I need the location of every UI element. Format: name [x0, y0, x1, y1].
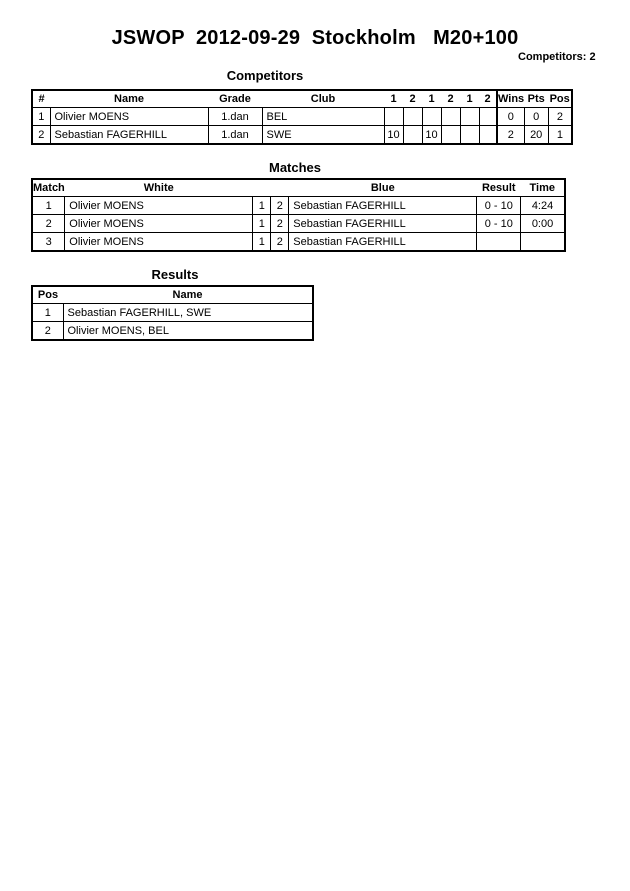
cell-white: Olivier MOENS	[65, 197, 253, 215]
cell-name: Sebastian FAGERHILL	[50, 126, 208, 145]
cell-time: 0:00	[521, 215, 565, 233]
cell-club: SWE	[262, 126, 384, 145]
cell-pts: 0	[524, 108, 548, 126]
col-header-blue: Blue	[289, 179, 477, 197]
cell-wins: 0	[497, 108, 524, 126]
col-header-num: #	[32, 90, 50, 108]
col-header-round: 1	[384, 90, 403, 108]
cell-round	[479, 126, 497, 145]
cell-blue-num: 2	[271, 233, 289, 252]
cell-num: 2	[32, 126, 50, 145]
competitors-header-row	[32, 90, 572, 108]
col-header-blue-num	[271, 179, 289, 197]
cell-match: 2	[32, 215, 65, 233]
competitors-count: Competitors: 2	[518, 51, 596, 63]
cell-result	[477, 233, 521, 252]
cell-match: 1	[32, 197, 65, 215]
table-row	[32, 197, 565, 215]
cell-pos: 2	[32, 322, 63, 341]
col-header-pos: Pos	[32, 286, 63, 304]
col-header-round: 2	[441, 90, 460, 108]
table-row	[32, 233, 565, 252]
competitors-table	[31, 89, 573, 145]
cell-grade: 1.dan	[208, 108, 262, 126]
cell-time: 4:24	[521, 197, 565, 215]
cell-result: 0 - 10	[477, 215, 521, 233]
table-row	[32, 108, 572, 126]
cell-wins: 2	[497, 126, 524, 145]
col-header-result: Result	[477, 179, 521, 197]
cell-result: 0 - 10	[477, 197, 521, 215]
cell-name: Olivier MOENS, BEL	[63, 322, 313, 341]
cell-round	[403, 108, 422, 126]
cell-round	[479, 108, 497, 126]
col-header-pos: Pos	[548, 90, 572, 108]
col-header-white: White	[65, 179, 253, 197]
col-header-round: 1	[422, 90, 441, 108]
cell-club: BEL	[262, 108, 384, 126]
cell-blue-num: 2	[271, 197, 289, 215]
matches-heading: Matches	[268, 160, 322, 175]
cell-pos: 1	[32, 304, 63, 322]
cell-white-num: 1	[253, 215, 271, 233]
col-header-wins: Wins	[497, 90, 524, 108]
table-row	[32, 126, 572, 145]
col-header-time: Time	[521, 179, 565, 197]
results-header-row	[32, 286, 313, 304]
cell-num: 1	[32, 108, 50, 126]
cell-round	[422, 108, 441, 126]
cell-round	[460, 126, 479, 145]
col-header-pts: Pts	[524, 90, 548, 108]
cell-pos: 2	[548, 108, 572, 126]
col-header-name: Name	[63, 286, 313, 304]
table-row	[32, 304, 313, 322]
col-header-round: 2	[403, 90, 422, 108]
cell-name: Olivier MOENS	[50, 108, 208, 126]
matches-header-row	[32, 179, 565, 197]
cell-pos: 1	[548, 126, 572, 145]
results-table	[31, 285, 314, 341]
cell-white: Olivier MOENS	[65, 233, 253, 252]
matches-table	[31, 178, 566, 252]
cell-blue: Sebastian FAGERHILL	[289, 215, 477, 233]
cell-round	[441, 126, 460, 145]
cell-white: Olivier MOENS	[65, 215, 253, 233]
cell-time	[521, 233, 565, 252]
cell-round	[403, 126, 422, 145]
cell-pts: 20	[524, 126, 548, 145]
col-header-white-num	[253, 179, 271, 197]
cell-blue-num: 2	[271, 215, 289, 233]
page-title: JSWOP 2012-09-29 Stockholm M20+100	[111, 27, 519, 49]
competitors-heading: Competitors	[226, 68, 304, 83]
table-row	[32, 322, 313, 341]
cell-blue: Sebastian FAGERHILL	[289, 233, 477, 252]
cell-match: 3	[32, 233, 65, 252]
cell-round	[384, 108, 403, 126]
cell-white-num: 1	[253, 233, 271, 252]
col-header-round: 1	[460, 90, 479, 108]
cell-name: Sebastian FAGERHILL, SWE	[63, 304, 313, 322]
col-header-club: Club	[262, 90, 384, 108]
results-heading: Results	[151, 267, 199, 282]
col-header-match: Match	[32, 179, 65, 197]
cell-white-num: 1	[253, 197, 271, 215]
cell-round	[460, 108, 479, 126]
cell-round: 10	[384, 126, 403, 145]
cell-grade: 1.dan	[208, 126, 262, 145]
cell-round: 10	[422, 126, 441, 145]
col-header-name: Name	[50, 90, 208, 108]
col-header-round: 2	[479, 90, 497, 108]
table-row	[32, 215, 565, 233]
col-header-grade: Grade	[208, 90, 262, 108]
cell-blue: Sebastian FAGERHILL	[289, 197, 477, 215]
cell-round	[441, 108, 460, 126]
